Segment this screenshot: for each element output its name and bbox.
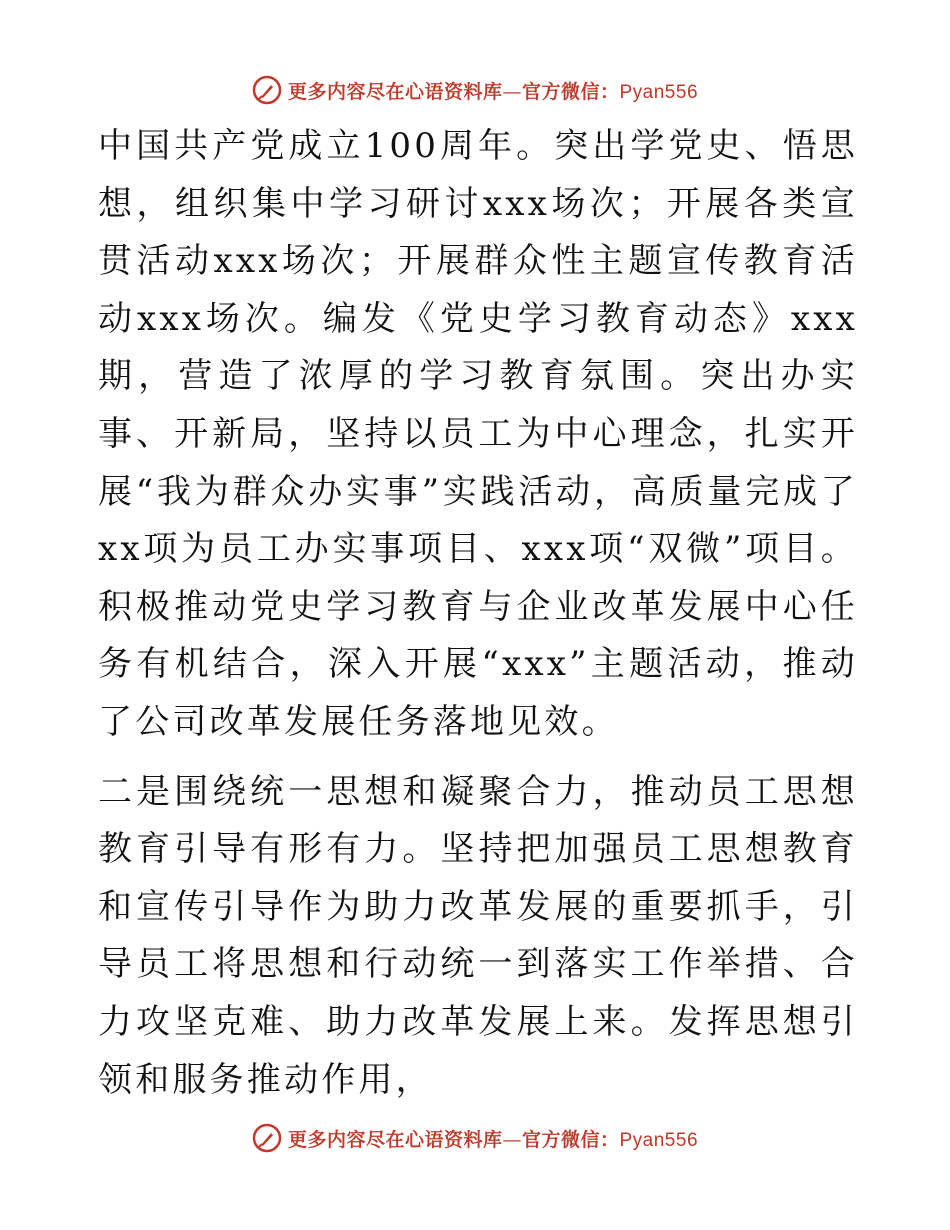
document-body — [98, 118, 858, 1109]
page-footer-watermark — [0, 1118, 950, 1158]
header-watermark-text: 更多内容尽在心语资料库—官方微信：Pyan556 — [287, 80, 699, 103]
footer-brand — [252, 1123, 698, 1153]
header-brand — [252, 75, 698, 105]
quill-pen-logo-icon — [252, 1123, 282, 1153]
footer-wechat-id: Pyan556 — [619, 1129, 699, 1151]
footer-watermark-text: 更多内容尽在心语资料库—官方微信：Pyan556 — [287, 1128, 699, 1151]
body-paragraph-2: 二是围绕统一思想和凝聚合力，推动员工思想教育引导有形有力。坚持把加强员工思想教育和宣传引导作为助力改革发展的重要抓手，引导员工将思想和行动统一到落实工作举措、合力攻坚克难、助力改革发展上来。发挥思想引领和服务推动作用， — [98, 771, 858, 1100]
header-wechat-id: Pyan556 — [619, 81, 699, 103]
quill-pen-logo-icon — [252, 75, 282, 105]
page-header-watermark — [0, 70, 950, 110]
body-paragraph-1: 中国共产党成立100周年。突出学党史、悟思想，组织集中学习研讨xxx场次；开展各类宣贯活动xxx场次；开展群众性主题宣传教育活动xxx场次。编发《党史学习教育动态》xxx期，营造了浓厚的学习教育氛围。突出办实事、开新局，坚持以员工为中心理念，扎实开展“我为群众办实事”实践活动，高质量完成了xx项为员工办实事项目、xxx项“双微”项目。积极推动党史学习教育与企业改革发展中心任务有机结合，深入开展“xxx”主题活动，推动了公司改革发展任务落地见效。 — [98, 126, 858, 742]
